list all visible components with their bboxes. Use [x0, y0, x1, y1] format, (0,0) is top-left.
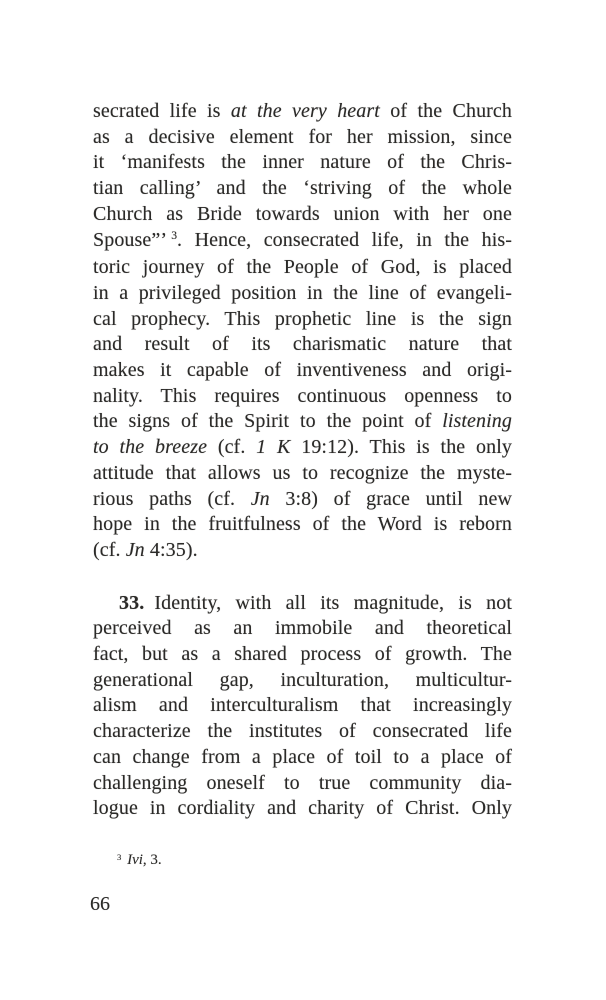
text-segment: rious paths (cf.: [93, 487, 251, 510]
text-line: [93, 202, 512, 228]
text-line: [93, 435, 512, 461]
text-segment: 1 K: [256, 436, 291, 459]
paragraph: [93, 99, 512, 564]
text-line: [93, 719, 512, 745]
text-segment: (cf.: [207, 436, 257, 459]
text-line: [93, 616, 512, 642]
text-segment: secrated life is: [93, 100, 231, 122]
text-line: [93, 796, 512, 822]
text-segment: toric journey of the People of God, is placed: [93, 256, 512, 279]
text-line: [93, 745, 512, 771]
text-segment: hope in the fruitfulness of the Word is reborn: [93, 513, 512, 536]
text-segment: nality. This requires continuous openness to: [93, 384, 512, 407]
text-line: [93, 228, 512, 256]
text-segment: characterize the institutes of consecrated life: [93, 720, 512, 743]
text-line: [93, 487, 512, 513]
text-line: [93, 125, 512, 151]
text-segment: of the Church: [379, 100, 513, 122]
body-text: [93, 99, 512, 822]
text-segment: fact, but as a shared process of growth. The: [93, 643, 512, 666]
text-line: [93, 668, 512, 694]
text-line: [93, 307, 512, 333]
text-segment: generational gap, inculturation, multicultur-: [93, 668, 512, 691]
text-segment: Jn: [125, 538, 145, 561]
text-line: [93, 332, 512, 358]
text-segment: Jn: [250, 487, 270, 510]
text-segment: tian calling’ and the ‘striving of the whole: [93, 177, 512, 200]
text-line: [93, 591, 512, 617]
text-line: [93, 771, 512, 797]
text-segment: alism and interculturalism that increasingly: [93, 694, 512, 717]
text-segment: perceived as an immobile and theoretical: [93, 617, 512, 640]
page-number: 66: [90, 893, 110, 915]
text-segment: attitude that allows us to recognize the myste-: [93, 461, 512, 484]
text-line: [93, 255, 512, 281]
text-segment: challenging oneself to true community dia-: [93, 771, 512, 794]
text-segment: the signs of the Spirit to the point of: [93, 410, 443, 433]
text-segment: can change from a place of toil to a place of: [93, 745, 512, 768]
text-segment: . Hence, consecrated life, in the his-: [177, 228, 512, 251]
footnote-reference: 3: [171, 229, 178, 243]
text-line: [93, 358, 512, 384]
text-segment: 3:8) of grace until new: [269, 487, 512, 510]
text-segment: Identity, with all its magnitude, is not: [144, 591, 512, 614]
text-segment: in a privileged position in the line of evangeli-: [93, 281, 512, 304]
text-segment: Spouse”’: [93, 228, 172, 251]
text-segment: makes it capable of inventiveness and origi-: [93, 359, 512, 382]
text-segment: logue in cordiality and charity of Christ. Only: [93, 797, 512, 820]
text-segment: as a decisive element for her mission, since: [93, 125, 512, 148]
footnote-marker: 3: [117, 851, 122, 862]
text-line: [93, 150, 512, 176]
text-line: [93, 642, 512, 668]
section-number: 33.: [119, 591, 145, 614]
text-segment: Ivi: [127, 852, 143, 868]
text-segment: at the very heart: [230, 100, 380, 122]
text-line: [93, 176, 512, 202]
text-segment: it ‘manifests the inner nature of the Chris-: [93, 151, 512, 174]
text-segment: 19:12). This is the only: [290, 436, 512, 459]
footnote: [93, 851, 512, 871]
paragraph: [93, 591, 512, 822]
text-segment: cal prophecy. This prophetic line is the sign: [93, 307, 512, 330]
text-segment: 4:35).: [144, 538, 198, 561]
text-line: [93, 409, 512, 435]
text-line: [93, 461, 512, 487]
text-line: [93, 384, 512, 410]
text-line: [93, 538, 512, 564]
text-segment: Church as Bride towards union with her one: [93, 202, 512, 225]
text-line: [93, 281, 512, 307]
text-segment: and result of its charismatic nature that: [93, 333, 512, 356]
text-segment: listening: [442, 410, 512, 433]
text-line: [93, 693, 512, 719]
text-segment: to the breeze: [93, 436, 208, 459]
text-line: [93, 512, 512, 538]
text-segment: , 3.: [142, 852, 162, 868]
text-segment: (cf.: [93, 538, 126, 561]
text-line: [93, 99, 512, 125]
